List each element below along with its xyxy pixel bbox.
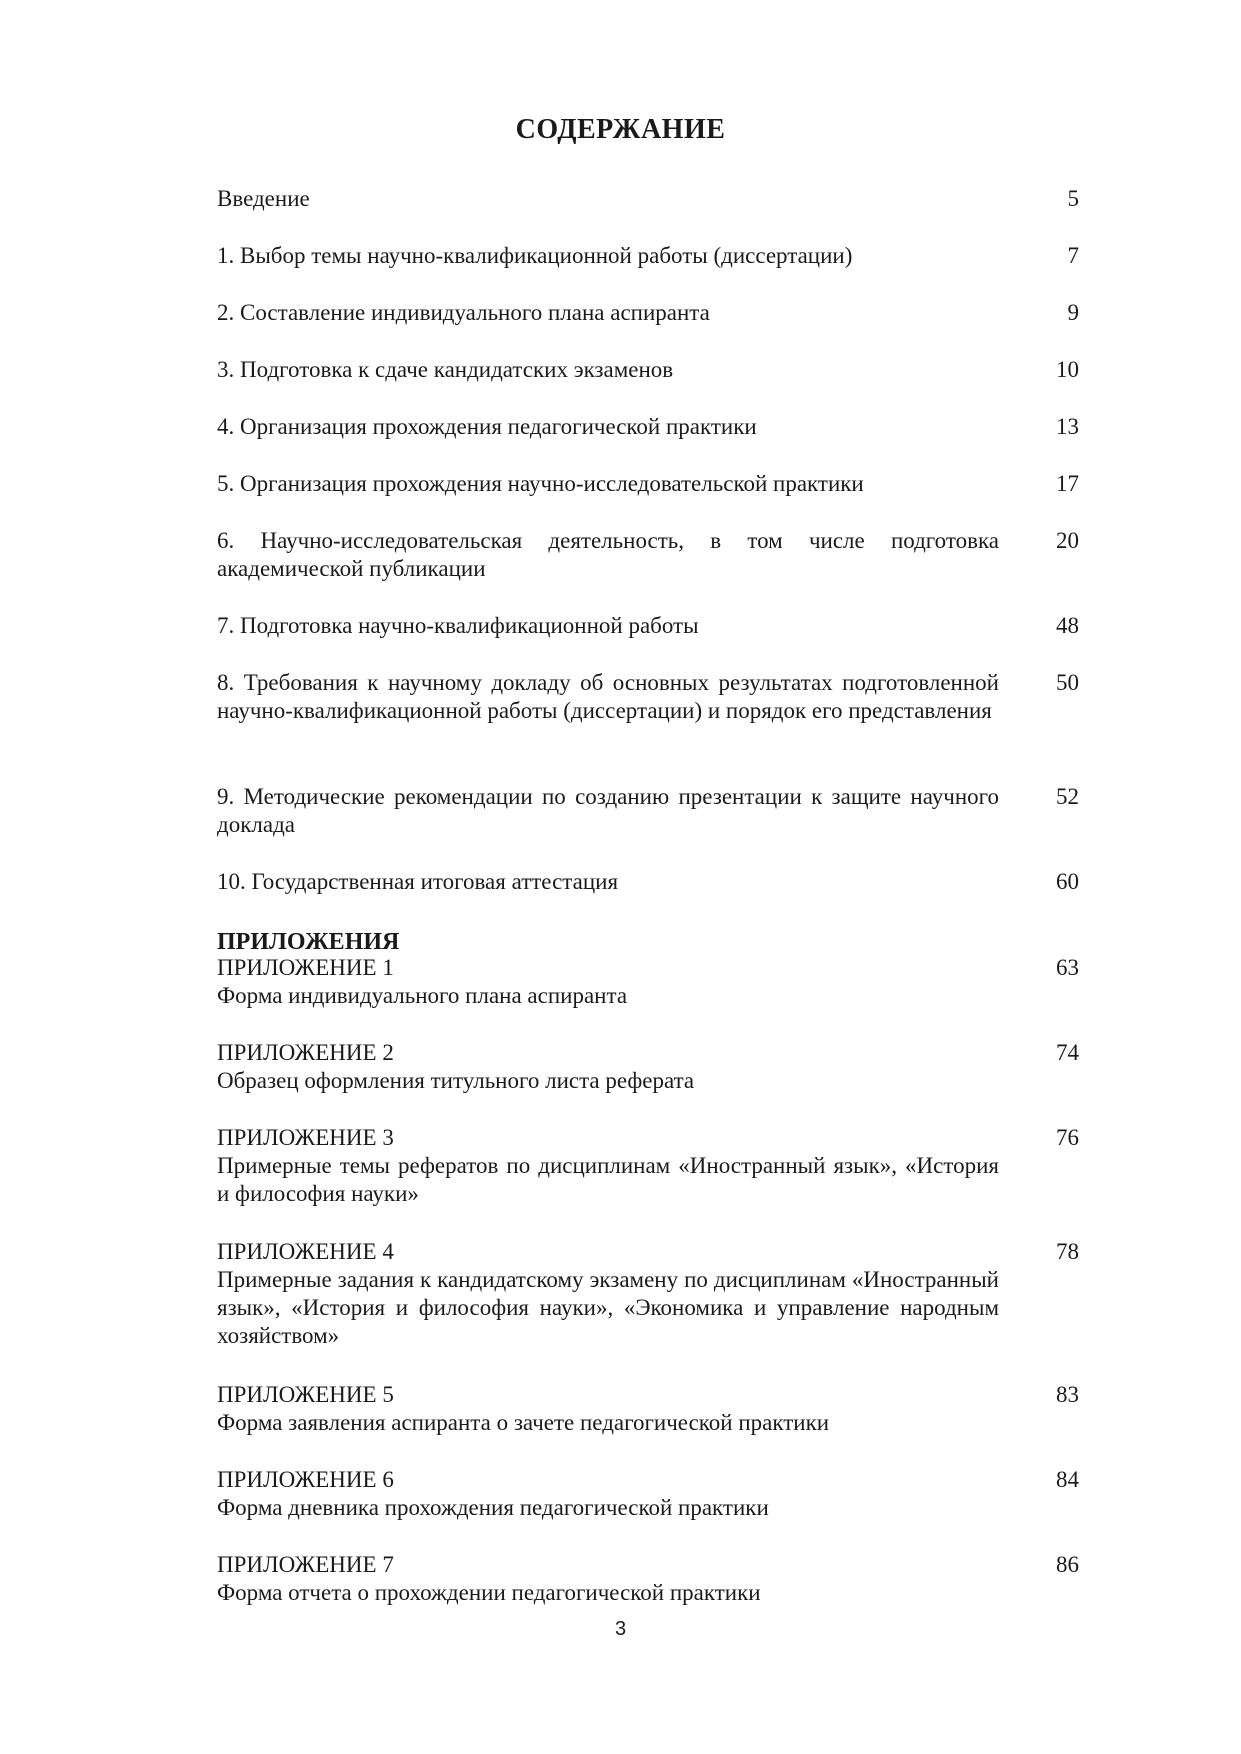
page-title: СОДЕРЖАНИЕ (515, 114, 726, 145)
toc-entry (217, 413, 1079, 441)
toc-entry (217, 783, 1079, 839)
toc-entry-text: Введение (217, 186, 310, 211)
appendix-description: Примерные задания к кандидатскому экзамену по дисциплинам «Иностранный язык», «История и философия науки», «Экономика и управление народным хозяйством» (217, 1267, 999, 1348)
appendix-page: 76 (1056, 1125, 1079, 1150)
appendix-page: 78 (1056, 1239, 1079, 1264)
toc-entry-text: 10. Государственная итоговая аттестация (217, 869, 619, 894)
toc-entry-page: 20 (1056, 528, 1079, 553)
appendix-page: 83 (1056, 1382, 1079, 1407)
appendix-label: ПРИЛОЖЕНИЕ 1 (217, 955, 394, 980)
toc-entry-page: 5 (1067, 186, 1079, 211)
toc-entry (217, 185, 1079, 213)
appendix-entry (217, 1238, 1079, 1350)
toc-entry-page: 10 (1056, 357, 1079, 382)
appendix-label: ПРИЛОЖЕНИЕ 5 (217, 1382, 394, 1407)
appendix-label: ПРИЛОЖЕНИЕ 4 (217, 1239, 394, 1264)
appendix-page: 74 (1056, 1040, 1079, 1065)
toc-entry (217, 470, 1079, 498)
appendix-description: Форма заявления аспиранта о зачете педагогической практики (217, 1410, 830, 1435)
toc-entry-page: 9 (1067, 300, 1079, 325)
appendix-page: 84 (1056, 1467, 1079, 1492)
toc-entry-text: 1. Выбор темы научно-квалификационной работы (диссертации) (217, 243, 853, 268)
appendix-label: ПРИЛОЖЕНИЕ 7 (217, 1552, 394, 1577)
toc-entry (217, 356, 1079, 384)
appendix-entry (217, 1381, 1079, 1437)
toc-entry-page: 48 (1056, 613, 1079, 638)
toc-entry (217, 299, 1079, 327)
appendix-entry (217, 1124, 1079, 1208)
toc-entry-text: 5. Организация прохождения научно-исследовательской практики (217, 471, 864, 496)
toc-entry-page: 52 (1056, 784, 1079, 809)
toc-entry-page: 60 (1056, 869, 1079, 894)
appendix-description: Форма отчета о прохождении педагогической практики (217, 1580, 761, 1605)
toc-entry-text: 6. Научно-исследовательская деятельность, в том числе подготовка академической публикации (217, 528, 999, 581)
toc-entry (217, 527, 1079, 583)
toc-entry-page: 7 (1067, 243, 1079, 268)
toc-entry-text: 8. Требования к научному докладу об основных результатах подготовленной научно-квалификационной работы (диссертации) и порядок его представления (217, 670, 999, 723)
toc-entry-page: 13 (1056, 414, 1079, 439)
toc-entry (217, 669, 1079, 725)
page-number: 3 (614, 1618, 627, 1640)
appendix-page: 63 (1056, 955, 1079, 980)
toc-entry-text: 2. Составление индивидуального плана аспиранта (217, 300, 710, 325)
toc-entry (217, 868, 1079, 896)
appendix-description: Образец оформления титульного листа реферата (217, 1068, 695, 1093)
toc-entry-page: 50 (1056, 670, 1079, 695)
toc-entry (217, 612, 1079, 640)
appendix-entry (217, 954, 1079, 1010)
appendix-entry (217, 1466, 1079, 1522)
toc-entry-page: 17 (1056, 471, 1079, 496)
appendix-description: Примерные темы рефератов по дисциплинам «Иностранный язык», «История и философия науки» (217, 1153, 999, 1206)
appendix-label: ПРИЛОЖЕНИЕ 6 (217, 1467, 394, 1492)
appendix-entry (217, 1039, 1079, 1095)
appendix-description: Форма дневника прохождения педагогической практики (217, 1495, 769, 1520)
appendix-label: ПРИЛОЖЕНИЕ 2 (217, 1040, 394, 1065)
toc-entry-text: 9. Методические рекомендации по созданию презентации к защите научного доклада (217, 784, 999, 837)
appendix-entry (217, 1551, 1079, 1607)
toc-entry (217, 242, 1079, 270)
appendices-heading: ПРИЛОЖЕНИЯ (217, 929, 400, 955)
appendix-description: Форма индивидуального плана аспиранта (217, 983, 628, 1008)
toc-entry-text: 3. Подготовка к сдаче кандидатских экзаменов (217, 357, 674, 382)
appendix-label: ПРИЛОЖЕНИЕ 3 (217, 1125, 394, 1150)
toc-entry-text: 7. Подготовка научно-квалификационной работы (217, 613, 699, 638)
toc-entry-text: 4. Организация прохождения педагогической практики (217, 414, 757, 439)
appendix-page: 86 (1056, 1552, 1079, 1577)
